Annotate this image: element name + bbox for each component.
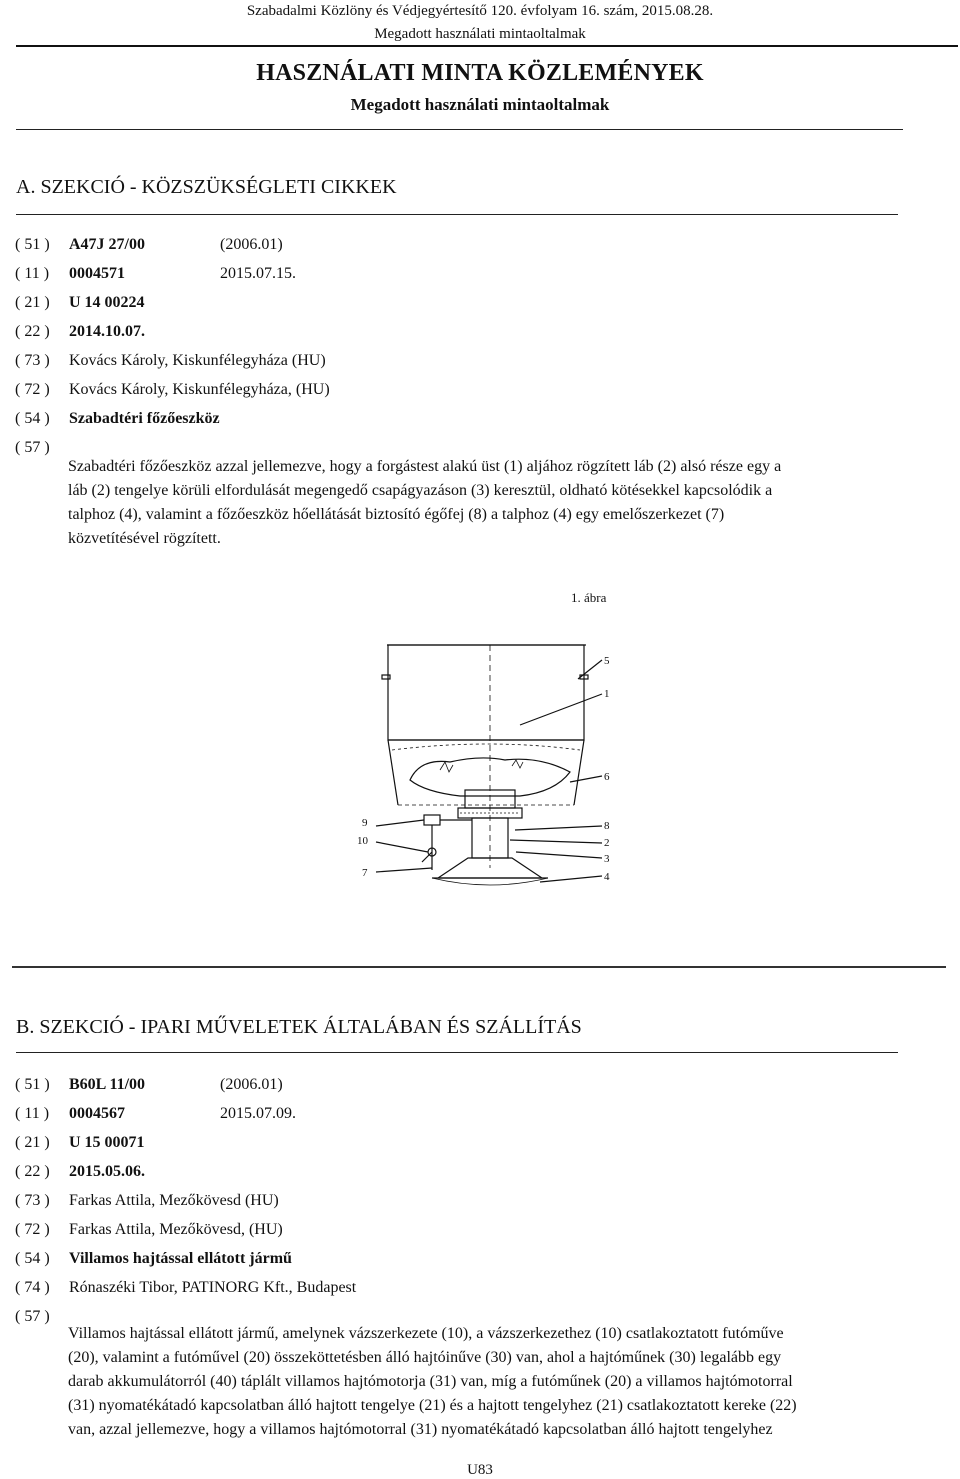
application-number: U 15 00071 <box>69 1134 145 1151</box>
ipc-class: A47J 27/00 <box>69 236 145 253</box>
owner: Kovács Károly, Kiskunfélegyháza (HU) <box>69 352 326 369</box>
figure-caption: 1. ábra <box>571 590 607 605</box>
field-code: ( 72 ) <box>15 1221 50 1238</box>
field-code: ( 57 ) <box>15 439 50 456</box>
abstract-line: láb (2) tengelye körüli elfordulását megengedő csapágyazáson (3) keresztül, oldható kötésekkel kapcsolódik a <box>68 482 773 499</box>
label-1: 1 <box>604 688 610 700</box>
inventor: Farkas Attila, Mezőkövesd, (HU) <box>69 1221 283 1238</box>
filing-date: 2015.05.06. <box>69 1163 145 1180</box>
field-code: ( 22 ) <box>15 323 50 340</box>
field-code: ( 54 ) <box>15 410 50 427</box>
handle-left <box>382 675 390 679</box>
abstract-line: van, azzal jellemezve, hogy a villamos hajtómotorral (31) nyomatékátadó kapcsolatban álló hajtott tengelyhez <box>68 1421 773 1438</box>
application-number: U 14 00224 <box>69 294 145 311</box>
journal-header: Szabadalmi Közlöny és Védjegyértesítő 120. évfolyam 16. szám, 2015.08.28. <box>246 3 714 19</box>
field-code: ( 11 ) <box>15 265 50 282</box>
lift-bracket <box>424 815 440 825</box>
section-separator <box>12 966 946 968</box>
field-code: ( 51 ) <box>15 236 50 253</box>
abstract-line: (31) nyomatékátadó kapcsolatban álló hajtott tengelye (21) és a hajtott tengelyhez (21) csatlakoztatott kereke (22) <box>68 1397 797 1414</box>
label-9: 9 <box>362 817 368 829</box>
page-title: HASZNÁLATI MINTA KÖZLEMÉNYEK <box>256 60 704 86</box>
label-6: 6 <box>604 771 610 783</box>
title-rule <box>16 129 903 130</box>
label-5: 5 <box>604 655 610 667</box>
section-b-heading: B. SZEKCIÓ - IPARI MŰVELETEK ÁLTALÁBAN ÉS SZÁLLÍTÁS <box>16 1016 582 1038</box>
abstract-line: közvetítésével rögzített. <box>68 530 221 547</box>
field-code: ( 74 ) <box>15 1279 50 1296</box>
abstract-a <box>68 455 898 551</box>
field-code: ( 57 ) <box>15 1308 50 1325</box>
label-2: 2 <box>604 837 610 849</box>
label-4: 4 <box>604 871 610 883</box>
abstract-line: (20), valamint a futóművel (20) összeköttetésben álló hajtóinűve (30) van, ahol a hajtóműnek (30) legalább egy <box>68 1349 782 1366</box>
abstract-line: darab akkumulátorról (40) táplált villamos hajtómotorja (31) van, míg a futóműnek (20) a villamos hajtómotorral <box>68 1373 793 1390</box>
ipc-version: (2006.01) <box>220 236 283 253</box>
owner: Farkas Attila, Mezőkövesd (HU) <box>69 1192 279 1209</box>
registration-number: 0004567 <box>69 1105 125 1122</box>
header-rule <box>16 45 958 47</box>
filing-date: 2014.10.07. <box>69 323 145 340</box>
shroud <box>388 740 584 805</box>
abstract-line: Szabadtéri főzőeszköz azzal jellemezve, hogy a forgástest alakú üst (1) aljához rögzített láb (2) alsó része egy a <box>68 458 782 475</box>
invention-title: Villamos hajtással ellátott jármű <box>69 1250 292 1267</box>
field-code: ( 21 ) <box>15 294 50 311</box>
page-subtitle: Megadott használati mintaoltalmak <box>350 95 610 114</box>
field-code: ( 54 ) <box>15 1250 50 1267</box>
pot-body <box>388 645 584 740</box>
inventor: Kovács Károly, Kiskunfélegyháza, (HU) <box>69 381 330 398</box>
field-code: ( 51 ) <box>15 1076 50 1093</box>
section-a-heading: A. SZEKCIÓ - KÖZSZÜKSÉGLETI CIKKEK <box>16 176 397 198</box>
field-code: ( 11 ) <box>15 1105 50 1122</box>
page-number: U83 <box>467 1462 493 1478</box>
field-code: ( 72 ) <box>15 381 50 398</box>
ipc-version: (2006.01) <box>220 1076 283 1093</box>
label-7: 7 <box>362 867 368 879</box>
cauldron-figure <box>340 630 640 910</box>
label-3: 3 <box>604 853 610 865</box>
registration-date: 2015.07.15. <box>220 265 296 282</box>
section-b-rule <box>16 1052 898 1053</box>
registration-number: 0004571 <box>69 265 125 282</box>
field-code: ( 73 ) <box>15 352 50 369</box>
abstract-line: talphoz (4), valamint a főzőeszköz hőellátását biztosító égőfej (8) a talphoz (4) egy emelőszerkezet (7) <box>68 506 725 523</box>
registration-date: 2015.07.09. <box>220 1105 296 1122</box>
ipc-class: B60L 11/00 <box>69 1076 146 1093</box>
journal-subheader: Megadott használati mintaoltalmak <box>374 26 586 42</box>
label-8: 8 <box>604 820 610 832</box>
abstract-line: Villamos hajtással ellátott jármű, amelynek vázszerkezete (10), a vázszerkezethez (10) csatlakoztatott futóműve <box>68 1325 784 1342</box>
label-10: 10 <box>357 835 368 847</box>
section-a-rule <box>16 214 898 215</box>
abstract-b <box>68 1322 898 1442</box>
field-code: ( 22 ) <box>15 1163 50 1180</box>
invention-title: Szabadtéri főzőeszköz <box>69 410 220 427</box>
representative: Rónaszéki Tibor, PATINORG Kft., Budapest <box>69 1279 357 1296</box>
field-code: ( 73 ) <box>15 1192 50 1209</box>
field-code: ( 21 ) <box>15 1134 50 1151</box>
